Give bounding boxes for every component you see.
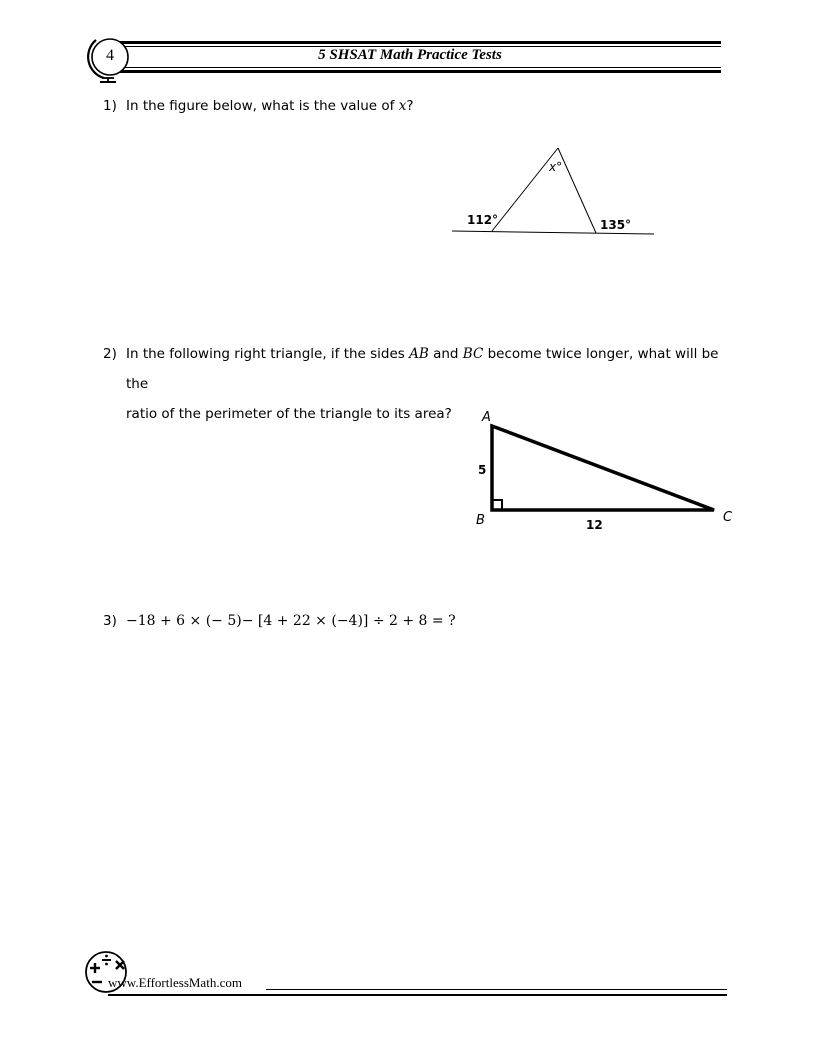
figure-1-right-side [558,148,596,233]
page-title: 5 SHSAT Math Practice Tests [318,47,502,63]
figure-2-side-bc: 12 [586,518,603,532]
header-rule-bottom-thin [118,67,721,68]
question-3-expression: −18 + 6 × (− 5)− [4 + 22 × (−4)] ÷ 2 + 8 = ? [126,613,456,629]
figure-1-angle-x: x° [549,160,563,174]
figure-1-angle-left: 112° [467,213,499,227]
figure-2-side-ab: 5 [478,463,487,477]
question-2-figure [470,405,740,535]
header-rule-bottom [118,70,721,73]
header-rule-top [118,41,721,44]
question-3-number: 3) [103,613,117,629]
question-1-variable: x [398,98,407,114]
figure-2-label-c: C [723,510,733,525]
question-2-var-ab: AB [409,346,429,362]
figure-2-label-b: B [476,513,485,528]
footer-rule-thick [108,994,727,996]
question-2-line-2: ratio of the perimeter of the triangle to its area? [126,406,452,422]
figure-2-triangle [492,426,714,510]
question-1-number: 1) [103,98,117,114]
figure-2-label-a: A [482,410,491,425]
question-1-figure [448,140,668,250]
page-number: 4 [106,47,114,64]
figure-1-angle-right: 135° [600,218,632,232]
question-2-var-bc: BC [462,346,484,362]
footer-website-link[interactable]: www.EffortlessMath.com [108,975,242,990]
question-2-number: 2) [103,346,117,362]
question-1-text: In the figure below, what is the value of x? [126,98,414,114]
question-2-text: In the following right triangle, if the sides AB and BC become twice longer, what will be the ratio of the perimeter of the triangle to its area? [126,346,719,422]
footer-rule [266,989,727,990]
